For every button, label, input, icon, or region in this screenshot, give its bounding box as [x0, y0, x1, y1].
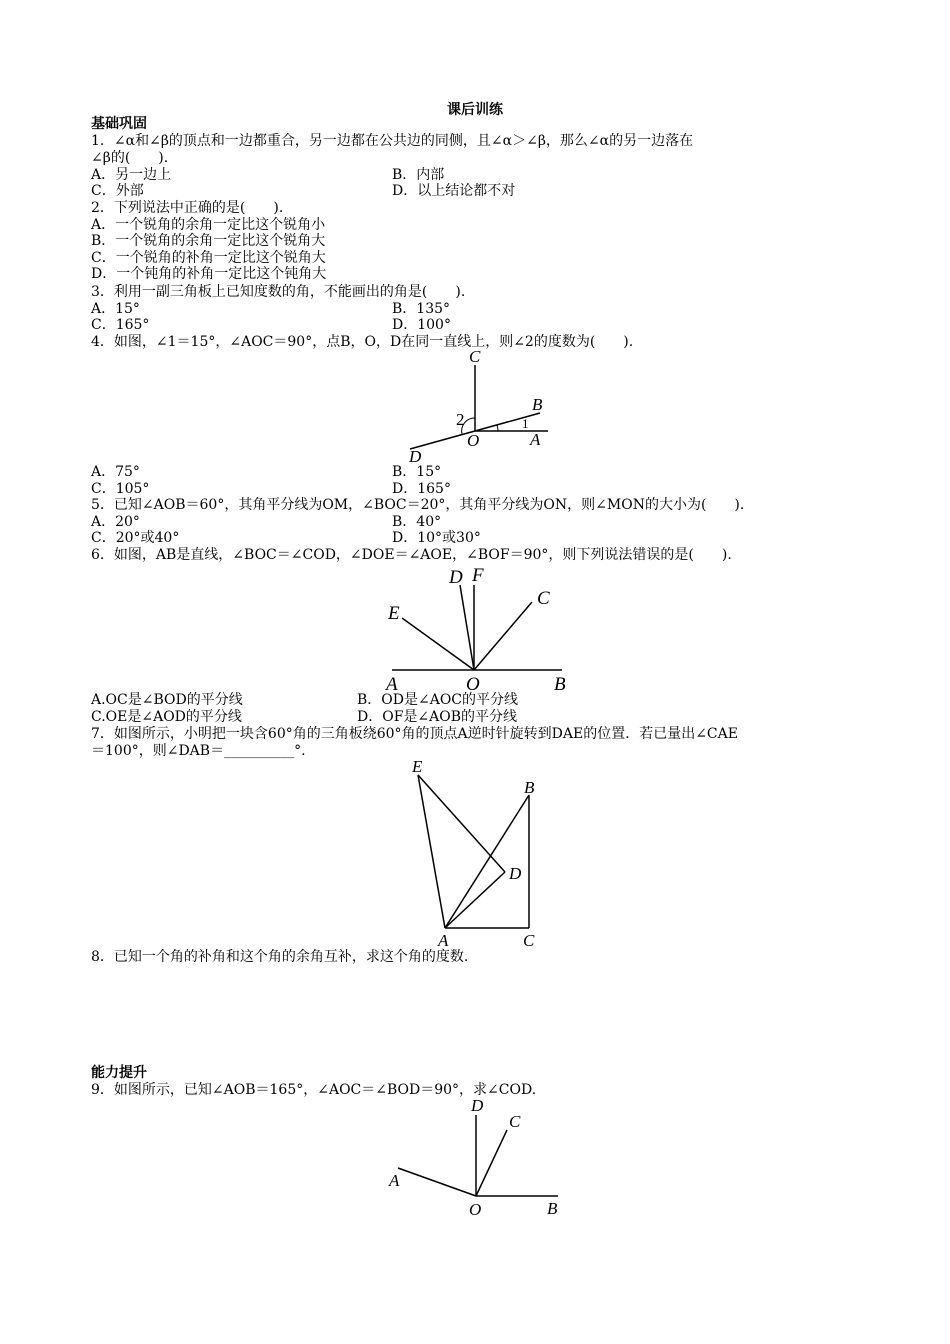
q7-stem-line1: 7．如图所示，小明把一块含60°角的三角板绕60°角的顶点A逆时针旋转到DAE的位置．若已量出∠CAE — [91, 726, 738, 742]
q6-label-b: B — [554, 674, 566, 695]
q5-option-c: C．20°或40° — [91, 530, 180, 546]
q6-label-a: A — [386, 674, 398, 695]
q5-stem: 5．已知∠AOB＝60°，其角平分线为OM，∠BOC＝20°，其角平分线为ON，则∠MON的大小为( ). — [91, 497, 745, 513]
q9-figure — [380, 1090, 580, 1220]
q6-figure — [380, 560, 580, 695]
q3-option-b: B．135° — [392, 301, 451, 317]
q5-option-a: A．20° — [91, 514, 140, 530]
q2-stem: 2．下列说法中正确的是( ). — [91, 200, 284, 216]
q6-ray-oc — [474, 602, 532, 670]
q6-ray-oe — [402, 618, 474, 670]
q7-stem-line2: ＝100°，则∠DAB＝__________°. — [91, 743, 306, 759]
q3-option-d: D．100° — [392, 317, 451, 333]
q7-label-e: E — [412, 757, 423, 776]
q9-ray-oc — [476, 1130, 507, 1196]
q4-option-b: B．15° — [392, 464, 442, 480]
q4-label-2: 2 — [456, 410, 465, 429]
q5-option-d: D．10°或30° — [392, 530, 481, 546]
q4-label-o: O — [467, 431, 480, 450]
q7-figure — [400, 755, 550, 955]
q2-option-b: B．一个锐角的余角一定比这个锐角大 — [91, 233, 326, 249]
q7-line-ae — [418, 775, 445, 928]
q9-label-a: A — [389, 1171, 400, 1190]
q4-label-d: D — [409, 447, 422, 466]
q6-option-d: D．OF是∠AOB的平分线 — [357, 709, 518, 725]
q9-stem: 9．如图所示，已知∠AOB＝165°，∠AOC＝∠BOD＝90°，求∠COD. — [91, 1082, 537, 1098]
q6-label-c: C — [537, 588, 550, 609]
q4-label-a: A — [530, 430, 541, 449]
q6-label-e: E — [388, 603, 400, 624]
q7-label-b: B — [524, 778, 535, 797]
q4-figure — [400, 345, 560, 465]
q7-label-a: A — [438, 931, 449, 950]
q4-option-a: A．75° — [91, 464, 140, 480]
q9-label-c: C — [509, 1112, 521, 1131]
q4-label-c: C — [469, 347, 481, 366]
q6-label-o: O — [466, 674, 480, 695]
q1-option-c: C．外部 — [91, 183, 144, 199]
q1-option-d: D．以上结论都不对 — [392, 183, 516, 199]
q1-option-a: A．另一边上 — [91, 167, 172, 183]
section-basic: 基础巩固 — [91, 116, 147, 132]
q6-option-a: A.OC是∠BOD的平分线 — [91, 692, 243, 708]
q2-option-a: A．一个锐角的余角一定比这个锐角小 — [91, 217, 326, 233]
q4-stem: 4．如图，∠1＝15°，∠AOC＝90°，点B，O，D在同一直线上，则∠2的度数为( ). — [91, 334, 634, 350]
q9-label-d: D — [471, 1096, 484, 1115]
q6-option-c: C.OE是∠AOD的平分线 — [91, 709, 242, 725]
q9-label-b: B — [547, 1199, 558, 1218]
q6-label-d: D — [449, 567, 463, 588]
section-advanced: 能力提升 — [91, 1065, 147, 1081]
q7-line-ab — [445, 795, 529, 928]
q4-angle1-arc — [497, 425, 498, 431]
q6-option-b: B．OD是∠AOC的平分线 — [357, 692, 519, 708]
page-title: 课后训练 — [447, 102, 503, 118]
q4-label-1: 1 — [522, 416, 529, 431]
q2-option-d: D．一个钝角的补角一定比这个钝角大 — [91, 266, 327, 282]
q3-stem: 3．利用一副三角板上已知度数的角，不能画出的角是( ). — [91, 284, 466, 300]
q7-label-d: D — [509, 864, 522, 883]
q7-line-ed — [418, 775, 505, 872]
q1-stem-line2: ∠β的( ). — [91, 150, 169, 166]
q2-option-c: C．一个锐角的补角一定比这个锐角大 — [91, 250, 326, 266]
q6-ray-od — [460, 585, 474, 670]
q1-stem-line1: 1．∠α和∠β的顶点和一边都重合，另一边都在公共边的同侧，且∠α＞∠β，那么∠α的另一边落在 — [91, 133, 694, 149]
q1-option-b: B．内部 — [392, 167, 445, 183]
q9-ray-oa — [398, 1168, 476, 1196]
q6-label-f: F — [472, 565, 484, 586]
q7-label-c: C — [523, 931, 535, 950]
q6-stem: 6．如图，AB是直线，∠BOC＝∠COD，∠DOE＝∠AOE，∠BOF＝90°，则下列说法错误的是( ). — [91, 547, 732, 563]
q4-option-d: D．165° — [392, 481, 451, 497]
q5-option-b: B．40° — [392, 514, 442, 530]
q4-label-b: B — [532, 395, 543, 414]
q9-label-o: O — [469, 1200, 482, 1219]
q3-option-a: A．15° — [91, 301, 140, 317]
q8-stem: 8．已知一个角的补角和这个角的余角互补，求这个角的度数. — [91, 949, 469, 965]
q3-option-c: C．165° — [91, 317, 150, 333]
q4-option-c: C．105° — [91, 481, 150, 497]
